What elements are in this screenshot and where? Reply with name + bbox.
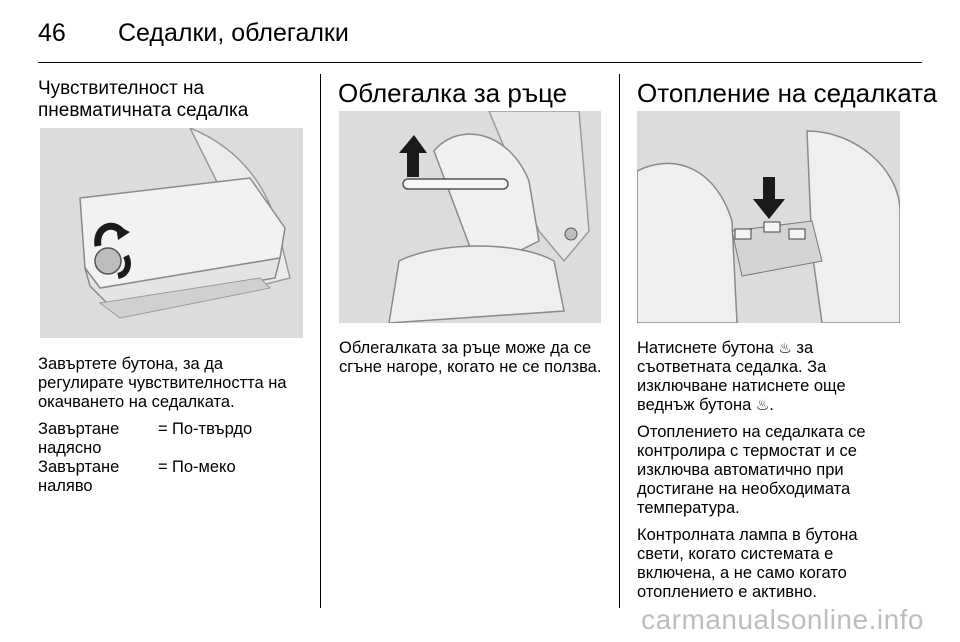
section-heading-sensitivity: Чувствителност на пневматичната седалка (38, 78, 249, 121)
seat-heat-icon: ♨ (778, 339, 792, 357)
sensitivity-instruction: Завъртете бутона, за да регулирате чувствителността на окачването на седалката. (38, 355, 287, 411)
heating-instruction (637, 339, 907, 415)
header-divider (38, 62, 922, 63)
sensitivity-text-block (38, 355, 308, 496)
armrest-illustration (339, 111, 601, 323)
seat-heating-illustration (637, 111, 900, 323)
section-heading-seat-heating: Отопление на седалката (637, 78, 938, 108)
heating-instruction-part: за съответната седалка. За изключване натиснете още веднъж бутона (637, 339, 846, 414)
heating-instruction-part: Натиснете бутона (637, 339, 779, 357)
heating-instruction-part: . (769, 396, 774, 414)
seat-sensitivity-illustration (40, 128, 303, 338)
row-key: Завъртане наляво (38, 458, 120, 495)
seat-heating-text-block (637, 339, 907, 610)
column-divider-2 (619, 74, 620, 608)
seat-heat-icon: ♨ (755, 396, 770, 414)
watermark: carmanualsonline.info (641, 604, 924, 635)
row-equals: = (158, 458, 168, 476)
heating-lamp-note: Контролната лампа в бутона свети, когато системата е включена, а не само когато отоплението е активно. (637, 526, 858, 601)
row-equals: = (158, 420, 168, 438)
armrest-text-block (339, 339, 609, 385)
heating-thermostat-note: Отоплението на седалката се контролира с термостат и се изключва автоматично при достигане на необходимата температура. (637, 423, 866, 517)
page-header (38, 18, 349, 48)
row-key: Завъртане надясно (38, 420, 120, 457)
table-row (38, 458, 308, 496)
column-divider-1 (320, 74, 321, 608)
row-value: По-меко (172, 458, 236, 476)
page-title: Седалки, облегалки (118, 19, 349, 47)
page-number: 46 (38, 19, 66, 47)
armrest-instruction: Облегалката за ръце може да се сгъне нагоре, когато не се ползва. (339, 339, 602, 376)
table-row (38, 420, 308, 458)
row-value: По-твърдо (172, 420, 253, 438)
section-heading-armrest: Облегалка за ръце (338, 78, 568, 108)
